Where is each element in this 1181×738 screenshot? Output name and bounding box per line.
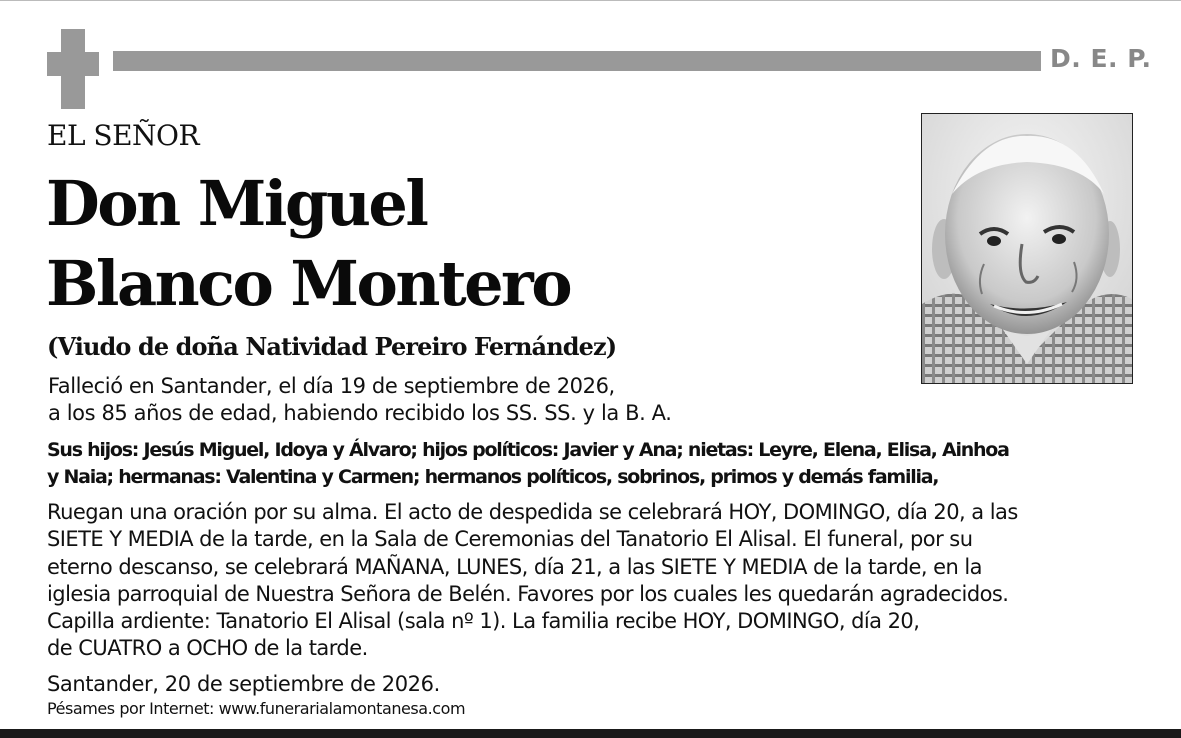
ceremony-details bbox=[47, 499, 1018, 663]
dep-initials: D. E. P. bbox=[1050, 44, 1152, 73]
portrait-photo bbox=[921, 113, 1133, 384]
cross-icon bbox=[47, 29, 99, 109]
ceremony-line: Capilla ardiente: Tanatorio El Alisal (sala nº 1). La familia recibe HOY, DOMINGO, día 20, bbox=[47, 609, 920, 634]
ceremony-line: Ruegan una oración por su alma. El acto de despedida se celebrará HOY, DOMINGO, día 20, a las bbox=[47, 500, 1018, 524]
family-list bbox=[47, 437, 1009, 491]
death-notice-line: a los 85 años de edad, habiendo recibido los SS. SS. y la B. A. bbox=[48, 401, 672, 425]
header-rule bbox=[113, 51, 1041, 71]
ceremony-line: de CUATRO a OCHO de la tarde. bbox=[47, 636, 368, 661]
place-date: Santander, 20 de septiembre de 2026. bbox=[47, 672, 440, 696]
ceremony-line: SIETE Y MEDIA de la tarde, en la Sala de Ceremonias del Tanatorio El Alisal. El funeral, por su bbox=[47, 527, 973, 552]
family-line: Sus hijos: Jesús Miguel, Idoya y Álvaro; hijos políticos: Javier y Ana; nietas: Leyre, Elena, Elisa, Ainhoa bbox=[47, 439, 1009, 461]
widower-note: (Viudo de doña Natividad Pereiro Fernández) bbox=[47, 332, 617, 361]
ceremony-line: eterno descanso, se celebrará MAÑANA, LUNES, día 21, a las SIETE Y MEDIA de la tarde, en la bbox=[47, 554, 982, 579]
name-line-1: Don Miguel bbox=[46, 167, 427, 240]
death-notice-line: Falleció en Santander, el día 19 de septiembre de 2026, bbox=[48, 374, 615, 398]
ceremony-line: iglesia parroquial de Nuestra Señora de Belén. Favores por los cuales les quedarán agradecidos. bbox=[47, 581, 1009, 606]
name-line-2: Blanco Montero bbox=[46, 247, 571, 320]
deceased-name bbox=[46, 164, 570, 324]
family-line: y Naia; hermanas: Valentina y Carmen; hermanos políticos, sobrinos, primos y demás familia, bbox=[47, 466, 939, 488]
honorific: EL SEÑOR bbox=[47, 119, 200, 152]
condolences-link[interactable]: Pésames por Internet: www.funerarialamontanesa.com bbox=[47, 699, 466, 718]
death-notice bbox=[48, 373, 672, 427]
